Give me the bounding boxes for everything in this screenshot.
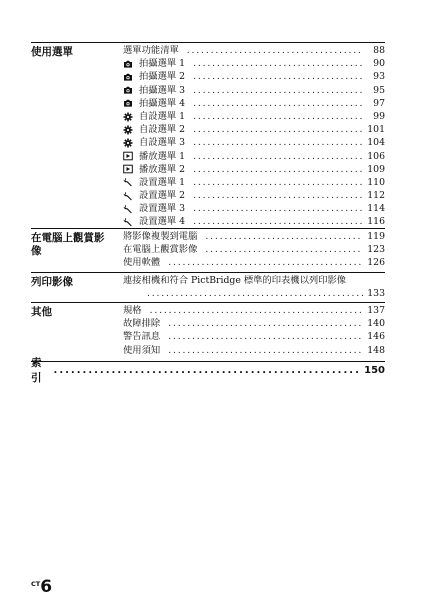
entry-page: 114: [367, 203, 385, 215]
wrench-icon: [123, 191, 133, 201]
entry-label: 在電腦上觀賞影像: [123, 244, 198, 256]
entry-label: 使用須知: [123, 344, 161, 356]
entry-list: [123, 44, 385, 229]
section-title: 其他: [31, 306, 52, 318]
toc-entry[interactable]: [123, 97, 385, 110]
page-number: 6: [40, 577, 53, 597]
toc-entry[interactable]: [123, 243, 385, 256]
wrench-icon: [123, 204, 133, 214]
toc-entry[interactable]: [123, 150, 385, 163]
entry-label: 將影像複製到電腦: [123, 231, 198, 242]
leader-dots: [193, 57, 363, 70]
entry-label: 拍攝選單 1: [139, 58, 186, 70]
leader-dots: [193, 215, 363, 228]
index-entry[interactable]: [31, 357, 385, 384]
toc-section-other: [31, 302, 385, 361]
entry-page: 106: [367, 150, 385, 162]
leader-dots: [54, 365, 359, 376]
toc-entry[interactable]: [123, 84, 385, 97]
toc-entry[interactable]: [123, 123, 385, 136]
entry-label: 拍攝選單 2: [139, 71, 186, 83]
page-footer: [31, 577, 52, 597]
entry-label: 自設選單 3: [139, 137, 186, 149]
toc-section-menus: [31, 42, 385, 229]
leader-dots: [193, 150, 363, 163]
leader-dots: [205, 243, 363, 256]
toc-entry[interactable]: [123, 330, 385, 343]
toc-entry[interactable]: [123, 344, 385, 357]
index-label: 索引: [31, 357, 42, 384]
leader-dots: [205, 230, 363, 243]
toc-section-computer: [31, 228, 385, 273]
gear-icon: [123, 138, 133, 148]
entry-label: 規格: [123, 305, 142, 316]
toc-entry[interactable]: [123, 274, 385, 300]
entry-label: 設置選單 4: [139, 216, 186, 228]
entry-page: 137: [367, 305, 385, 316]
leader-dots: [168, 317, 363, 330]
camera-icon: [123, 59, 133, 69]
wrench-icon: [123, 177, 133, 187]
entry-page: 90: [373, 58, 385, 70]
leader-dots: [150, 304, 363, 317]
gear-icon: [123, 125, 133, 135]
entry-page: 110: [367, 176, 385, 188]
camera-icon: [123, 85, 133, 95]
entry-label: 自設選單 1: [139, 110, 186, 122]
entry-page: 140: [367, 318, 385, 330]
toc-entry[interactable]: [123, 317, 385, 330]
toc-entry[interactable]: [123, 70, 385, 83]
leader-dots: [168, 330, 363, 343]
toc-entry[interactable]: [123, 57, 385, 70]
leader-dots: [193, 163, 363, 176]
camera-icon: [123, 72, 133, 82]
entry-label: 設置選單 3: [139, 203, 186, 215]
playback-icon: [123, 164, 133, 174]
leader-dots: [193, 84, 363, 97]
entry-page: 148: [367, 344, 385, 356]
gear-icon: [123, 112, 133, 122]
toc-section-print: [31, 272, 385, 303]
leader-dots: [193, 136, 363, 149]
entry-label: 使用軟體: [123, 257, 161, 269]
entry-page: 119: [367, 231, 385, 242]
entry-page: 146: [367, 331, 385, 343]
leader-dots: [193, 189, 363, 202]
language-code: CT: [31, 580, 41, 588]
entry-list: [123, 274, 385, 300]
wrench-icon: [123, 217, 133, 227]
section-title: 列印影像: [31, 276, 73, 288]
entry-label: 播放選單 2: [139, 163, 186, 175]
entry-page: 99: [373, 110, 385, 122]
camera-icon: [123, 98, 133, 108]
section-title: 在電腦上觀賞影像: [31, 232, 105, 257]
entry-label: 故障排除: [123, 318, 161, 330]
entry-label: 自設選單 2: [139, 124, 186, 136]
entry-page: 116: [367, 216, 385, 228]
leader-dots: [193, 70, 363, 83]
entry-label: 警告訊息: [123, 331, 161, 343]
toc-entry[interactable]: [123, 176, 385, 189]
entry-label: 播放選單 1: [139, 150, 186, 162]
toc-entry[interactable]: [123, 110, 385, 123]
toc-entry[interactable]: [123, 136, 385, 149]
leader-dots: [168, 256, 363, 269]
entry-page: 88: [373, 45, 385, 56]
leader-dots: [168, 344, 363, 357]
entry-list: [123, 230, 385, 270]
section-title: 使用選單: [31, 46, 73, 58]
playback-icon: [123, 151, 133, 161]
entry-page: 101: [367, 124, 385, 136]
toc-entry[interactable]: [123, 202, 385, 215]
entry-label: 拍攝選單 3: [139, 84, 186, 96]
entry-label: 設置選單 2: [139, 190, 186, 202]
entry-page: 126: [367, 257, 385, 269]
entry-page: 123: [367, 244, 385, 256]
toc-entry[interactable]: [123, 256, 385, 269]
toc-entry[interactable]: [123, 215, 385, 228]
entry-label: 拍攝選單 4: [139, 97, 186, 109]
toc-entry[interactable]: [123, 304, 385, 317]
entry-label: 選單功能清單: [123, 45, 179, 56]
entry-label: 連接相機和符合 PictBridge 標準的印表機以列印影像: [123, 275, 347, 286]
toc-entry[interactable]: [123, 230, 385, 243]
index-page: 150: [364, 364, 385, 376]
entry-page: 112: [367, 190, 385, 202]
entry-page: 97: [373, 97, 385, 109]
leader-dots: [193, 110, 363, 123]
leader-dots: [193, 202, 363, 215]
leader-dots: [193, 123, 363, 136]
leader-dots: [147, 287, 363, 300]
entry-label: 設置選單 1: [139, 176, 186, 188]
entry-list: [123, 304, 385, 357]
toc-entry[interactable]: [123, 163, 385, 176]
entry-page: 104: [367, 137, 385, 149]
entry-page: 93: [373, 71, 385, 83]
toc-entry[interactable]: [123, 189, 385, 202]
entry-page: 133: [367, 288, 385, 299]
leader-dots: [193, 176, 363, 189]
toc-entry[interactable]: [123, 44, 385, 57]
entry-page: 109: [367, 163, 385, 175]
entry-page: 95: [373, 84, 385, 96]
leader-dots: [187, 44, 363, 57]
leader-dots: [193, 97, 363, 110]
